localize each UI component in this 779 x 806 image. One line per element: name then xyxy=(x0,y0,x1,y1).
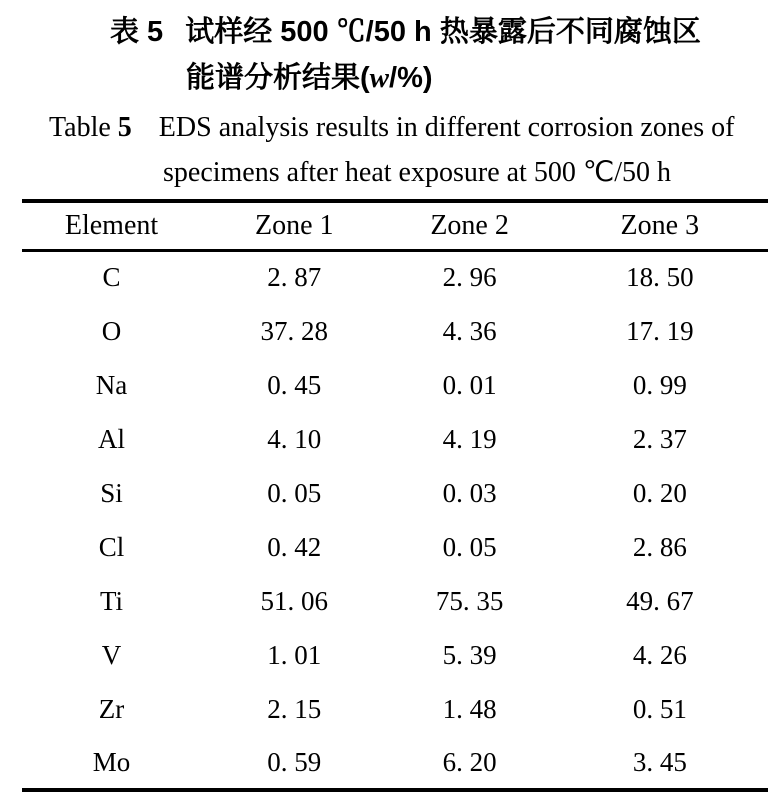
zone2-value-cell: 5. 39 xyxy=(442,639,497,670)
zone2-value-cell: 4. 19 xyxy=(442,423,497,454)
zone2-value-cell: 75. 35 xyxy=(435,585,504,616)
zone3-value-cell: 0. 20 xyxy=(632,477,687,508)
table-row xyxy=(22,520,768,574)
table-row xyxy=(22,736,768,790)
zone1-value-cell: 51. 06 xyxy=(260,585,329,616)
table-number-en xyxy=(49,112,132,143)
zone1-value-cell: 37. 28 xyxy=(260,315,329,346)
zone1-value-cell: 4. 10 xyxy=(267,423,322,454)
table-number-zh: 表 5 xyxy=(110,16,164,48)
element-cell: Si xyxy=(100,477,123,508)
mass-fraction-symbol: w xyxy=(369,62,390,94)
table-row xyxy=(22,574,768,628)
table-title-en-line1 xyxy=(49,106,779,150)
table-number: 5 xyxy=(117,112,132,143)
table-row xyxy=(22,682,768,736)
element-cell: Cl xyxy=(98,531,125,562)
table-title-en-text: EDS analysis results in different corrosion zones of xyxy=(158,112,735,143)
title-zh-line2-prefix: 能谱分析结果( xyxy=(186,62,370,94)
zone1-value-cell: 0. 05 xyxy=(267,477,322,508)
zone1-value-cell: 2. 15 xyxy=(267,693,322,724)
column-header-zone1: Zone 1 xyxy=(201,201,388,250)
column-header-zone3: Zone 3 xyxy=(552,201,768,250)
column-header-zone2: Zone 2 xyxy=(388,201,552,250)
table-word: Table xyxy=(49,112,111,143)
zone1-value-cell: 0. 59 xyxy=(267,746,322,777)
zone3-value-cell: 49. 67 xyxy=(626,585,694,616)
table-header-row xyxy=(22,201,768,250)
element-cell: Mo xyxy=(92,746,131,777)
element-cell: C xyxy=(102,262,121,293)
zone3-value-cell: 2. 37 xyxy=(632,423,687,454)
zone3-value-cell: 0. 99 xyxy=(632,369,687,400)
table-row xyxy=(22,358,768,412)
zone2-value-cell: 4. 36 xyxy=(442,315,497,346)
element-cell: Zr xyxy=(98,693,125,724)
zone2-value-cell: 1. 48 xyxy=(442,693,497,724)
zone3-value-cell: 0. 51 xyxy=(632,693,687,724)
zone2-value-cell: 6. 20 xyxy=(442,746,497,777)
element-cell: Na xyxy=(95,369,128,400)
zone2-value-cell: 2. 96 xyxy=(442,262,497,293)
table-title-zh-line1 xyxy=(110,12,779,52)
table-title-zh xyxy=(0,12,779,98)
zone2-value-cell: 0. 05 xyxy=(442,531,497,562)
eds-analysis-table xyxy=(22,199,768,792)
zone2-value-cell: 0. 03 xyxy=(442,477,497,508)
table-row xyxy=(22,304,768,358)
zone1-value-cell: 0. 45 xyxy=(267,369,322,400)
table-title-en-line2: specimens after heat exposure at 500 ℃/50 h xyxy=(163,157,672,188)
table-row xyxy=(22,412,768,466)
element-cell: Ti xyxy=(99,585,124,616)
zone3-value-cell: 3. 45 xyxy=(632,746,687,777)
table-title-en xyxy=(0,106,779,195)
table-title-zh-text: 试样经 500 ℃/50 h 热暴露后不同腐蚀区 xyxy=(185,16,701,48)
table-row xyxy=(22,628,768,682)
table-row xyxy=(22,466,768,520)
element-cell: O xyxy=(101,315,122,346)
zone1-value-cell: 1. 01 xyxy=(267,639,322,670)
zone1-value-cell: 2. 87 xyxy=(267,262,322,293)
table-body xyxy=(22,250,768,790)
table-row xyxy=(22,250,768,304)
title-zh-line2-suffix: /%) xyxy=(389,62,433,94)
element-cell: V xyxy=(101,639,122,670)
zone1-value-cell: 0. 42 xyxy=(267,531,322,562)
zone3-value-cell: 4. 26 xyxy=(632,639,687,670)
zone3-value-cell: 18. 50 xyxy=(626,262,694,293)
table-title-zh-line2 xyxy=(186,58,779,98)
column-header-element: Element xyxy=(22,201,201,250)
table-header xyxy=(22,201,768,250)
zone3-value-cell: 2. 86 xyxy=(632,531,687,562)
element-cell: Al xyxy=(98,423,126,454)
zone2-value-cell: 0. 01 xyxy=(442,369,497,400)
zone3-value-cell: 17. 19 xyxy=(626,315,694,346)
